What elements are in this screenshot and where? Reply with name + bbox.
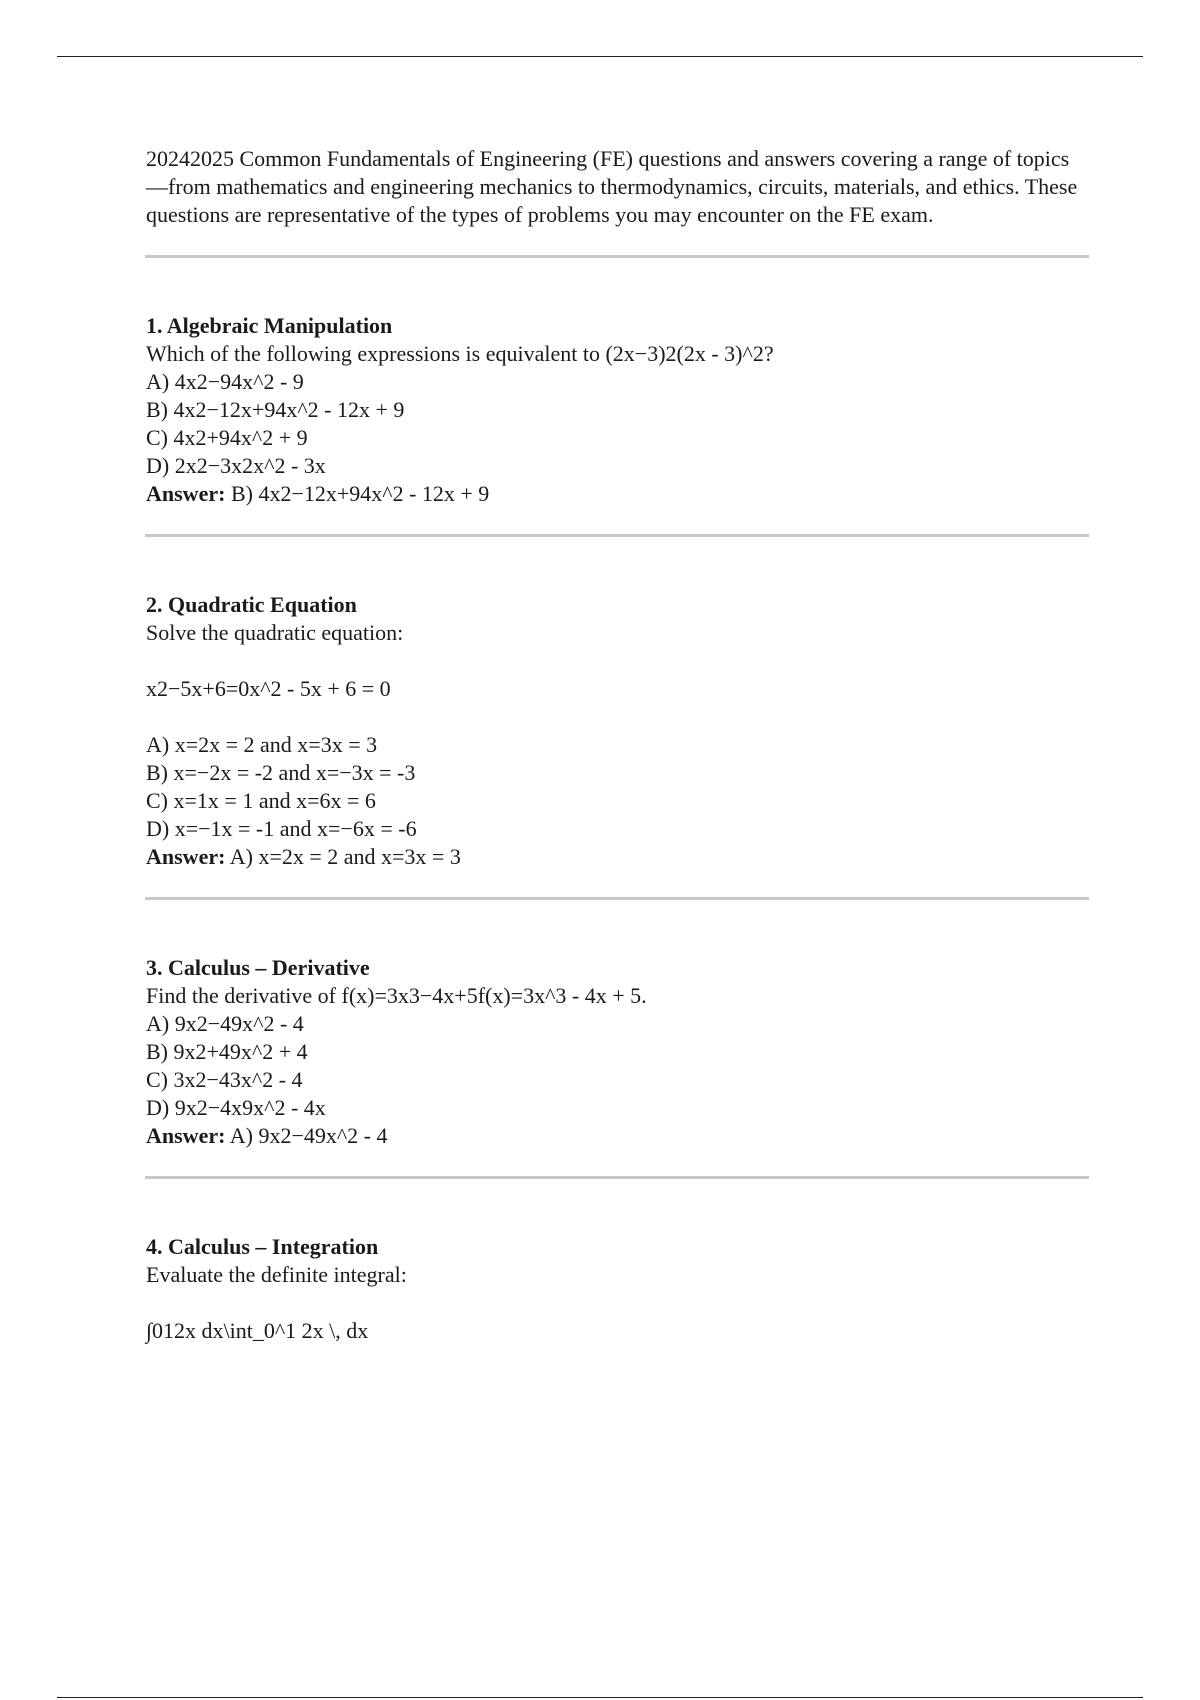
option-c: C) 3x2−43x^2 - 4: [146, 1067, 303, 1092]
option-d: D) x=−1x = -1 and x=−6x = -6: [146, 816, 417, 841]
option-a: A) 4x2−94x^2 - 9: [146, 369, 304, 394]
question-prompt: Solve the quadratic equation:: [146, 620, 404, 645]
answer-label: Answer:: [146, 481, 226, 506]
question-title: 1. Algebraic Manipulation: [146, 313, 393, 338]
question-1: [146, 312, 1088, 508]
formula: ∫012x dx\int_0^1 2x \, dx: [146, 1318, 369, 1343]
question-prompt: Evaluate the definite integral:: [146, 1262, 407, 1287]
page-bottom-rule: [57, 1697, 1143, 1698]
question-prompt: Which of the following expressions is equivalent to (2x−3)2(2x - 3)^2?: [146, 341, 774, 366]
question-title: 3. Calculus – Derivative: [146, 955, 370, 980]
answer-label: Answer:: [146, 1123, 226, 1148]
answer-text: A) 9x2−49x^2 - 4: [229, 1123, 388, 1148]
answer-text: B) 4x2−12x+94x^2 - 12x + 9: [230, 481, 490, 506]
option-a: A) 9x2−49x^2 - 4: [146, 1011, 304, 1036]
question-title: 2. Quadratic Equation: [146, 592, 357, 617]
option-d: D) 2x2−3x2x^2 - 3x: [146, 453, 326, 478]
option-b: B) x=−2x = -2 and x=−3x = -3: [146, 760, 416, 785]
page-top-rule: [57, 56, 1143, 57]
option-c: C) 4x2+94x^2 + 9: [146, 425, 308, 450]
section-divider: [145, 255, 1089, 258]
option-d: D) 9x2−4x9x^2 - 4x: [146, 1095, 326, 1120]
question-title: 4. Calculus – Integration: [146, 1234, 379, 1259]
section-divider: [145, 897, 1089, 900]
intro-paragraph: 20242025 Common Fundamentals of Engineering (FE) questions and answers covering a range of topics—from mathematics and engineering mechanics to thermodynamics, circuits, materials, and ethics. These questions are representative of the types of problems you may encounter on the FE exam.: [146, 146, 1078, 227]
section-divider: [145, 534, 1089, 537]
answer-line: [146, 1122, 1088, 1150]
question-3: [146, 954, 1088, 1150]
question-prompt: Find the derivative of f(x)=3x3−4x+5f(x)=3x^3 - 4x + 5.: [146, 983, 647, 1008]
question-4: [146, 1233, 1088, 1345]
option-b: B) 9x2+49x^2 + 4: [146, 1039, 308, 1064]
answer-label: Answer:: [146, 844, 226, 869]
option-a: A) x=2x = 2 and x=3x = 3: [146, 732, 378, 757]
question-2: [146, 591, 1088, 871]
answer-line: [146, 843, 1088, 871]
option-b: B) 4x2−12x+94x^2 - 12x + 9: [146, 397, 405, 422]
document-content: [146, 145, 1088, 1373]
section-divider: [145, 1176, 1089, 1179]
formula: x2−5x+6=0x^2 - 5x + 6 = 0: [146, 676, 391, 701]
answer-line: [146, 480, 1088, 508]
answer-text: A) x=2x = 2 and x=3x = 3: [229, 844, 461, 869]
option-c: C) x=1x = 1 and x=6x = 6: [146, 788, 376, 813]
